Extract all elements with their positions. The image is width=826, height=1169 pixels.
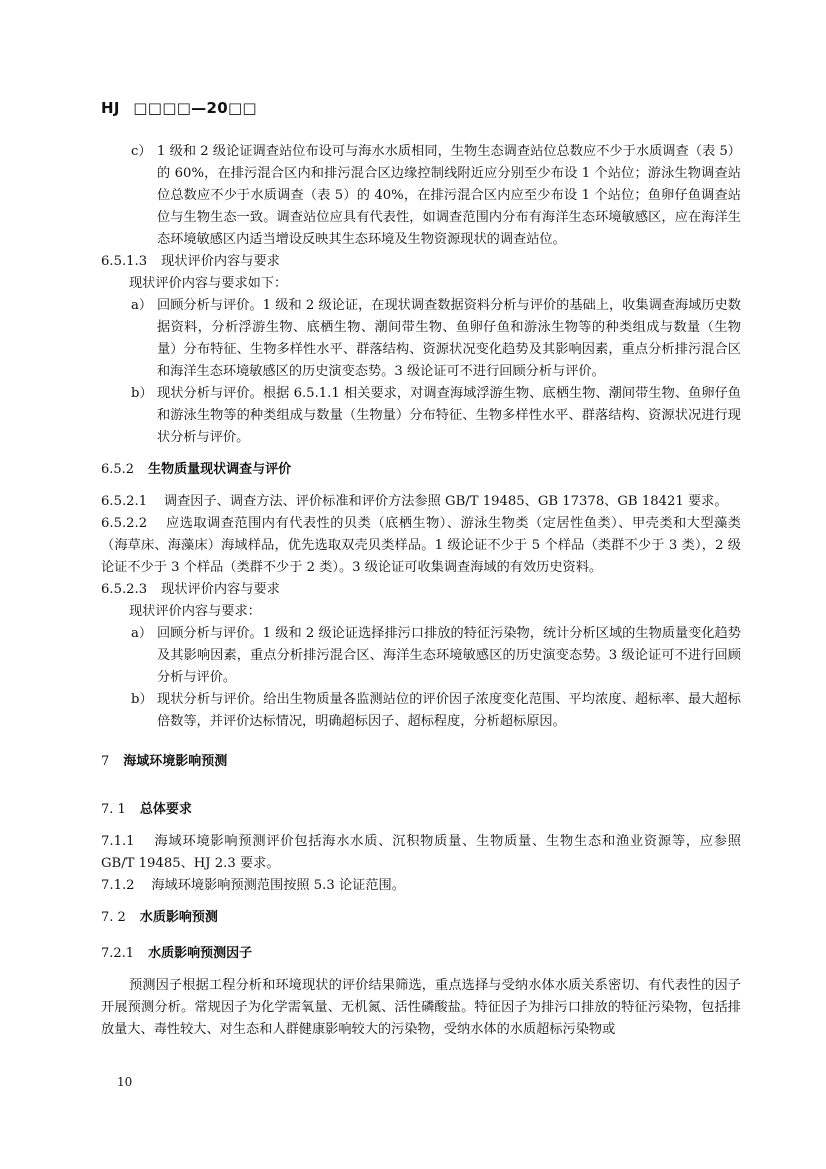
section-intro: 现状评价内容与要求：	[129, 604, 261, 619]
list-item-c	[101, 141, 741, 251]
section-number: 7.1.2	[101, 878, 135, 893]
page-number: 10	[117, 1075, 133, 1089]
chapter-7-heading	[101, 751, 741, 773]
section-number: 6.5.1.3	[101, 254, 148, 269]
section-number: 6.5.2.2	[101, 516, 148, 531]
list-text: 回顾分析与评价。1 级和 2 级论证，在现状调查数据资料分析与评价的基础上，收集调查海域历史数据资料，分析浮游生物、底栖生物、潮间带生物、鱼卵仔鱼和游泳生物等的种类组成与数量（生物量）分布特征、生物多样性水平、群落结构、资源状况变化趋势及其影响因素，重点分析排污混合区和海洋生态环境敏感区的历史演变态势。3 级论证可不进行回顾分析与评价。	[157, 298, 741, 379]
section-title: 水质影响预测	[139, 910, 218, 925]
section-title: 生物质量现状调查与评价	[148, 462, 292, 477]
list-item-a	[101, 295, 741, 383]
document-body	[101, 141, 741, 1041]
section-6-5-1-3	[101, 251, 741, 273]
list-label: a）	[131, 298, 153, 313]
section-text: 应选取调查范围内有代表性的贝类（底栖生物）、游泳生物类（定居性鱼类）、甲壳类和大型藻类（海草床、海藻床）海域样品，优先选取双壳贝类样品。1 级论证不少于 5 个样品（类群不少于 3 类），2 级论证不少于 3 个样品（类群不少于 2 类）。3 级论证可收集调查海域的有效历史资料。	[101, 516, 741, 575]
section-7-1-1	[101, 831, 741, 875]
standard-code: □□□□—20□□	[133, 99, 257, 117]
list-label: b）	[131, 692, 153, 707]
chapter-number: 7	[101, 754, 110, 769]
section-title: 水质影响预测因子	[148, 946, 253, 961]
section-7-2-1-heading	[101, 943, 741, 965]
section-number: 7.1.1	[101, 834, 135, 849]
list-label: b）	[131, 386, 153, 401]
list-text: 现状分析与评价。给出生物质量各监测站位的评价因子浓度变化范围、平均浓度、超标率、最大超标倍数等，并评价达标情况，明确超标因子、超标程度，分析超标原因。	[157, 692, 741, 729]
section-6-5-2-heading	[101, 459, 741, 481]
section-number: 6.5.2	[101, 462, 135, 477]
section-number: 7. 2	[101, 910, 126, 925]
list-text: 回顾分析与评价。1 级和 2 级论证选择排污口排放的特征污染物，统计分析区域的生物质量变化趋势及其影响因素，重点分析排污混合区、海洋生态环境敏感区的历史演变态势。3 级论证可不进行回顾分析与评价。	[157, 626, 741, 685]
section-title: 现状评价内容与要求	[161, 254, 280, 269]
list-text: 1 级和 2 级论证调查站位布设可与海水水质相同，生物生态调查站位总数应不少于水质调查（表 5）的 60%，在排污混合区内和排污混合区边缘控制线附近应分别至少布设 1 个站位；游泳生物调查站位总数应不少于水质调查（表 5）的 40%，在排污混合区内应至少布设 1 个站位；鱼卵仔鱼调查站位与生物生态一致。调查站位应具有代表性，如调查范围内分布有海洋生态环境敏感区，应在海洋生态环境敏感区内适当增设反映其生态环境及生物资源现状的调查站位。	[157, 144, 741, 247]
list-item-b	[101, 383, 741, 449]
section-7-2-heading	[101, 907, 741, 929]
section-6-5-2-3	[101, 579, 741, 601]
list-text: 现状分析与评价。根据 6.5.1.1 相关要求，对调查海域浮游生物、底栖生物、潮间带生物、鱼卵仔鱼和游泳生物等的种类组成与数量（生物量）分布特征、生物多样性水平、群落结构、资源状况进行现状分析与评价。	[157, 386, 741, 445]
section-7-1-heading	[101, 799, 741, 821]
chapter-title: 海域环境影响预测	[123, 754, 228, 769]
section-number: 6.5.2.3	[101, 582, 148, 597]
section-text: 海域环境影响预测范围按照 5.3 论证范围。	[151, 878, 405, 893]
list-label: c）	[131, 144, 152, 159]
section-intro: 现状评价内容与要求如下：	[129, 276, 288, 291]
section-7-1-2	[101, 875, 741, 897]
section-6-5-2-1	[101, 491, 741, 513]
list-item-a	[101, 623, 741, 689]
list-item-b	[101, 689, 741, 733]
section-6-5-2-2	[101, 513, 741, 579]
section-number: 7. 1	[101, 802, 126, 817]
section-text: 海域环境影响预测评价包括海水水质、沉积物质量、生物质量、生物生态和渔业资源等，应参照 GB/T 19485、HJ 2.3 要求。	[101, 834, 741, 871]
section-title: 总体要求	[139, 802, 192, 817]
section-title: 现状评价内容与要求	[161, 582, 280, 597]
section-text: 调查因子、调查方法、评价标准和评价方法参照 GB/T 19485、GB 17378、GB 18421 要求。	[163, 494, 728, 509]
document-header	[101, 99, 257, 117]
section-paragraph: 预测因子根据工程分析和环境现状的评价结果筛选，重点选择与受纳水体水质关系密切、有代表性的因子开展预测分析。常规因子为化学需氧量、无机氮、活性磷酸盐。特征因子为排污口排放的特征污染物，包括排放量大、毒性较大、对生态和人群健康影响较大的污染物，受纳水体的水质超标污染物或	[101, 978, 741, 1037]
section-number: 7.2.1	[101, 946, 135, 961]
standard-prefix: HJ	[101, 99, 120, 117]
list-label: a）	[131, 626, 153, 641]
section-number: 6.5.2.1	[101, 494, 148, 509]
